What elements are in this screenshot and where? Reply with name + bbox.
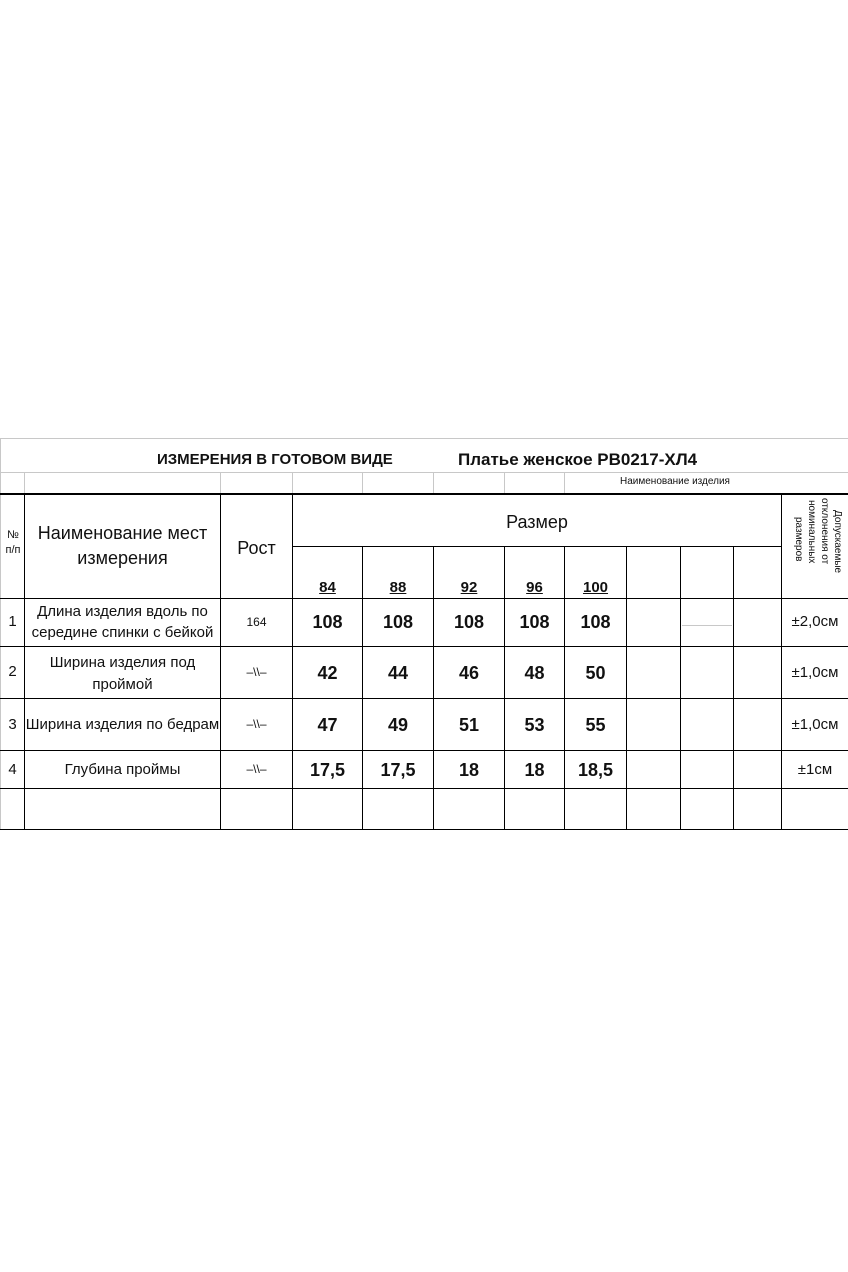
table-border bbox=[0, 750, 848, 751]
row-height: –\\– bbox=[246, 762, 267, 776]
row-name-line1: Ширина изделия под bbox=[49, 654, 196, 671]
table-border bbox=[733, 546, 734, 830]
grid-line bbox=[362, 472, 363, 494]
column-header-tolerance-2: отклонения от bbox=[819, 498, 830, 565]
column-header-size: Размер bbox=[506, 512, 568, 532]
table-border bbox=[0, 646, 848, 647]
row-name-line2: середине спинки с бейкой bbox=[31, 624, 214, 641]
size-header: 96 bbox=[526, 579, 543, 596]
grid-line bbox=[682, 625, 732, 626]
row-height: –\\– bbox=[246, 717, 267, 731]
row-number: 3 bbox=[8, 716, 17, 733]
column-header-no: № п/п bbox=[5, 529, 21, 556]
row-value: 108 bbox=[519, 612, 550, 632]
row-value: 48 bbox=[524, 663, 545, 683]
row-value: 46 bbox=[458, 663, 480, 683]
row-value: 108 bbox=[382, 612, 414, 632]
row-tolerance: ±1см bbox=[797, 761, 833, 778]
row-value: 50 bbox=[585, 663, 606, 683]
grid-line bbox=[292, 472, 293, 494]
row-name-line2: проймой bbox=[92, 676, 153, 693]
column-header-height: Рост bbox=[237, 538, 276, 558]
row-value: 17,5 bbox=[380, 760, 416, 780]
grid-line bbox=[220, 472, 221, 494]
table-border bbox=[0, 829, 848, 830]
grid-line bbox=[433, 472, 434, 494]
table-border bbox=[680, 546, 681, 830]
column-header-tolerance-1: Допускаемые bbox=[832, 510, 843, 574]
grid-line bbox=[504, 472, 505, 494]
table-border bbox=[292, 546, 782, 547]
row-value: 55 bbox=[585, 715, 606, 735]
column-header-name-2: измерения bbox=[77, 548, 168, 568]
column-header-tolerance-4: размеров bbox=[793, 517, 804, 562]
row-value: 49 bbox=[387, 715, 409, 735]
row-value: 42 bbox=[317, 663, 338, 683]
table-border bbox=[626, 546, 627, 830]
product-caption: Наименование изделия bbox=[620, 476, 730, 487]
row-height: –\\– bbox=[246, 665, 267, 679]
row-value: 53 bbox=[524, 715, 545, 735]
row-number: 1 bbox=[8, 613, 17, 630]
row-value: 47 bbox=[317, 715, 338, 735]
grid-line bbox=[24, 472, 25, 494]
row-value: 108 bbox=[580, 612, 611, 632]
grid-line bbox=[564, 472, 565, 494]
row-number: 2 bbox=[8, 663, 17, 680]
column-header-name-1: Наименование мест bbox=[37, 523, 208, 543]
table-border bbox=[0, 698, 848, 699]
table-border bbox=[0, 598, 848, 599]
row-value: 108 bbox=[312, 612, 343, 632]
grid-line bbox=[0, 472, 848, 473]
measurements-title: ИЗМЕРЕНИЯ В ГОТОВОМ ВИДЕ bbox=[157, 451, 393, 468]
column-header-tolerance-3: номинальных bbox=[806, 500, 817, 564]
row-name-line1: Длина изделия вдоль по bbox=[37, 603, 208, 620]
size-header: 100 bbox=[582, 579, 609, 596]
size-header: 92 bbox=[460, 579, 478, 596]
row-tolerance: ±2,0см bbox=[791, 613, 839, 630]
row-value: 17,5 bbox=[309, 760, 346, 780]
row-name-line1: Ширина изделия по бедрам bbox=[25, 716, 220, 733]
table-border bbox=[0, 493, 848, 495]
row-tolerance: ±1,0см bbox=[791, 664, 839, 681]
row-value: 18,5 bbox=[577, 760, 614, 780]
row-number: 4 bbox=[8, 761, 17, 778]
row-tolerance: ±1,0см bbox=[791, 716, 839, 733]
row-value: 44 bbox=[387, 663, 409, 683]
size-header: 84 bbox=[319, 579, 336, 596]
size-header: 88 bbox=[389, 579, 407, 596]
product-title: Платье женское РВ0217-ХЛ4 bbox=[458, 450, 698, 469]
grid-line bbox=[0, 438, 848, 439]
table-border bbox=[0, 788, 848, 789]
row-value: 18 bbox=[524, 760, 545, 780]
table-border bbox=[781, 494, 782, 830]
row-height: 164 bbox=[246, 615, 267, 629]
row-value: 18 bbox=[458, 760, 480, 780]
row-value: 51 bbox=[458, 715, 480, 735]
row-name-line1: Глубина проймы bbox=[64, 761, 181, 778]
row-value: 108 bbox=[453, 612, 485, 632]
